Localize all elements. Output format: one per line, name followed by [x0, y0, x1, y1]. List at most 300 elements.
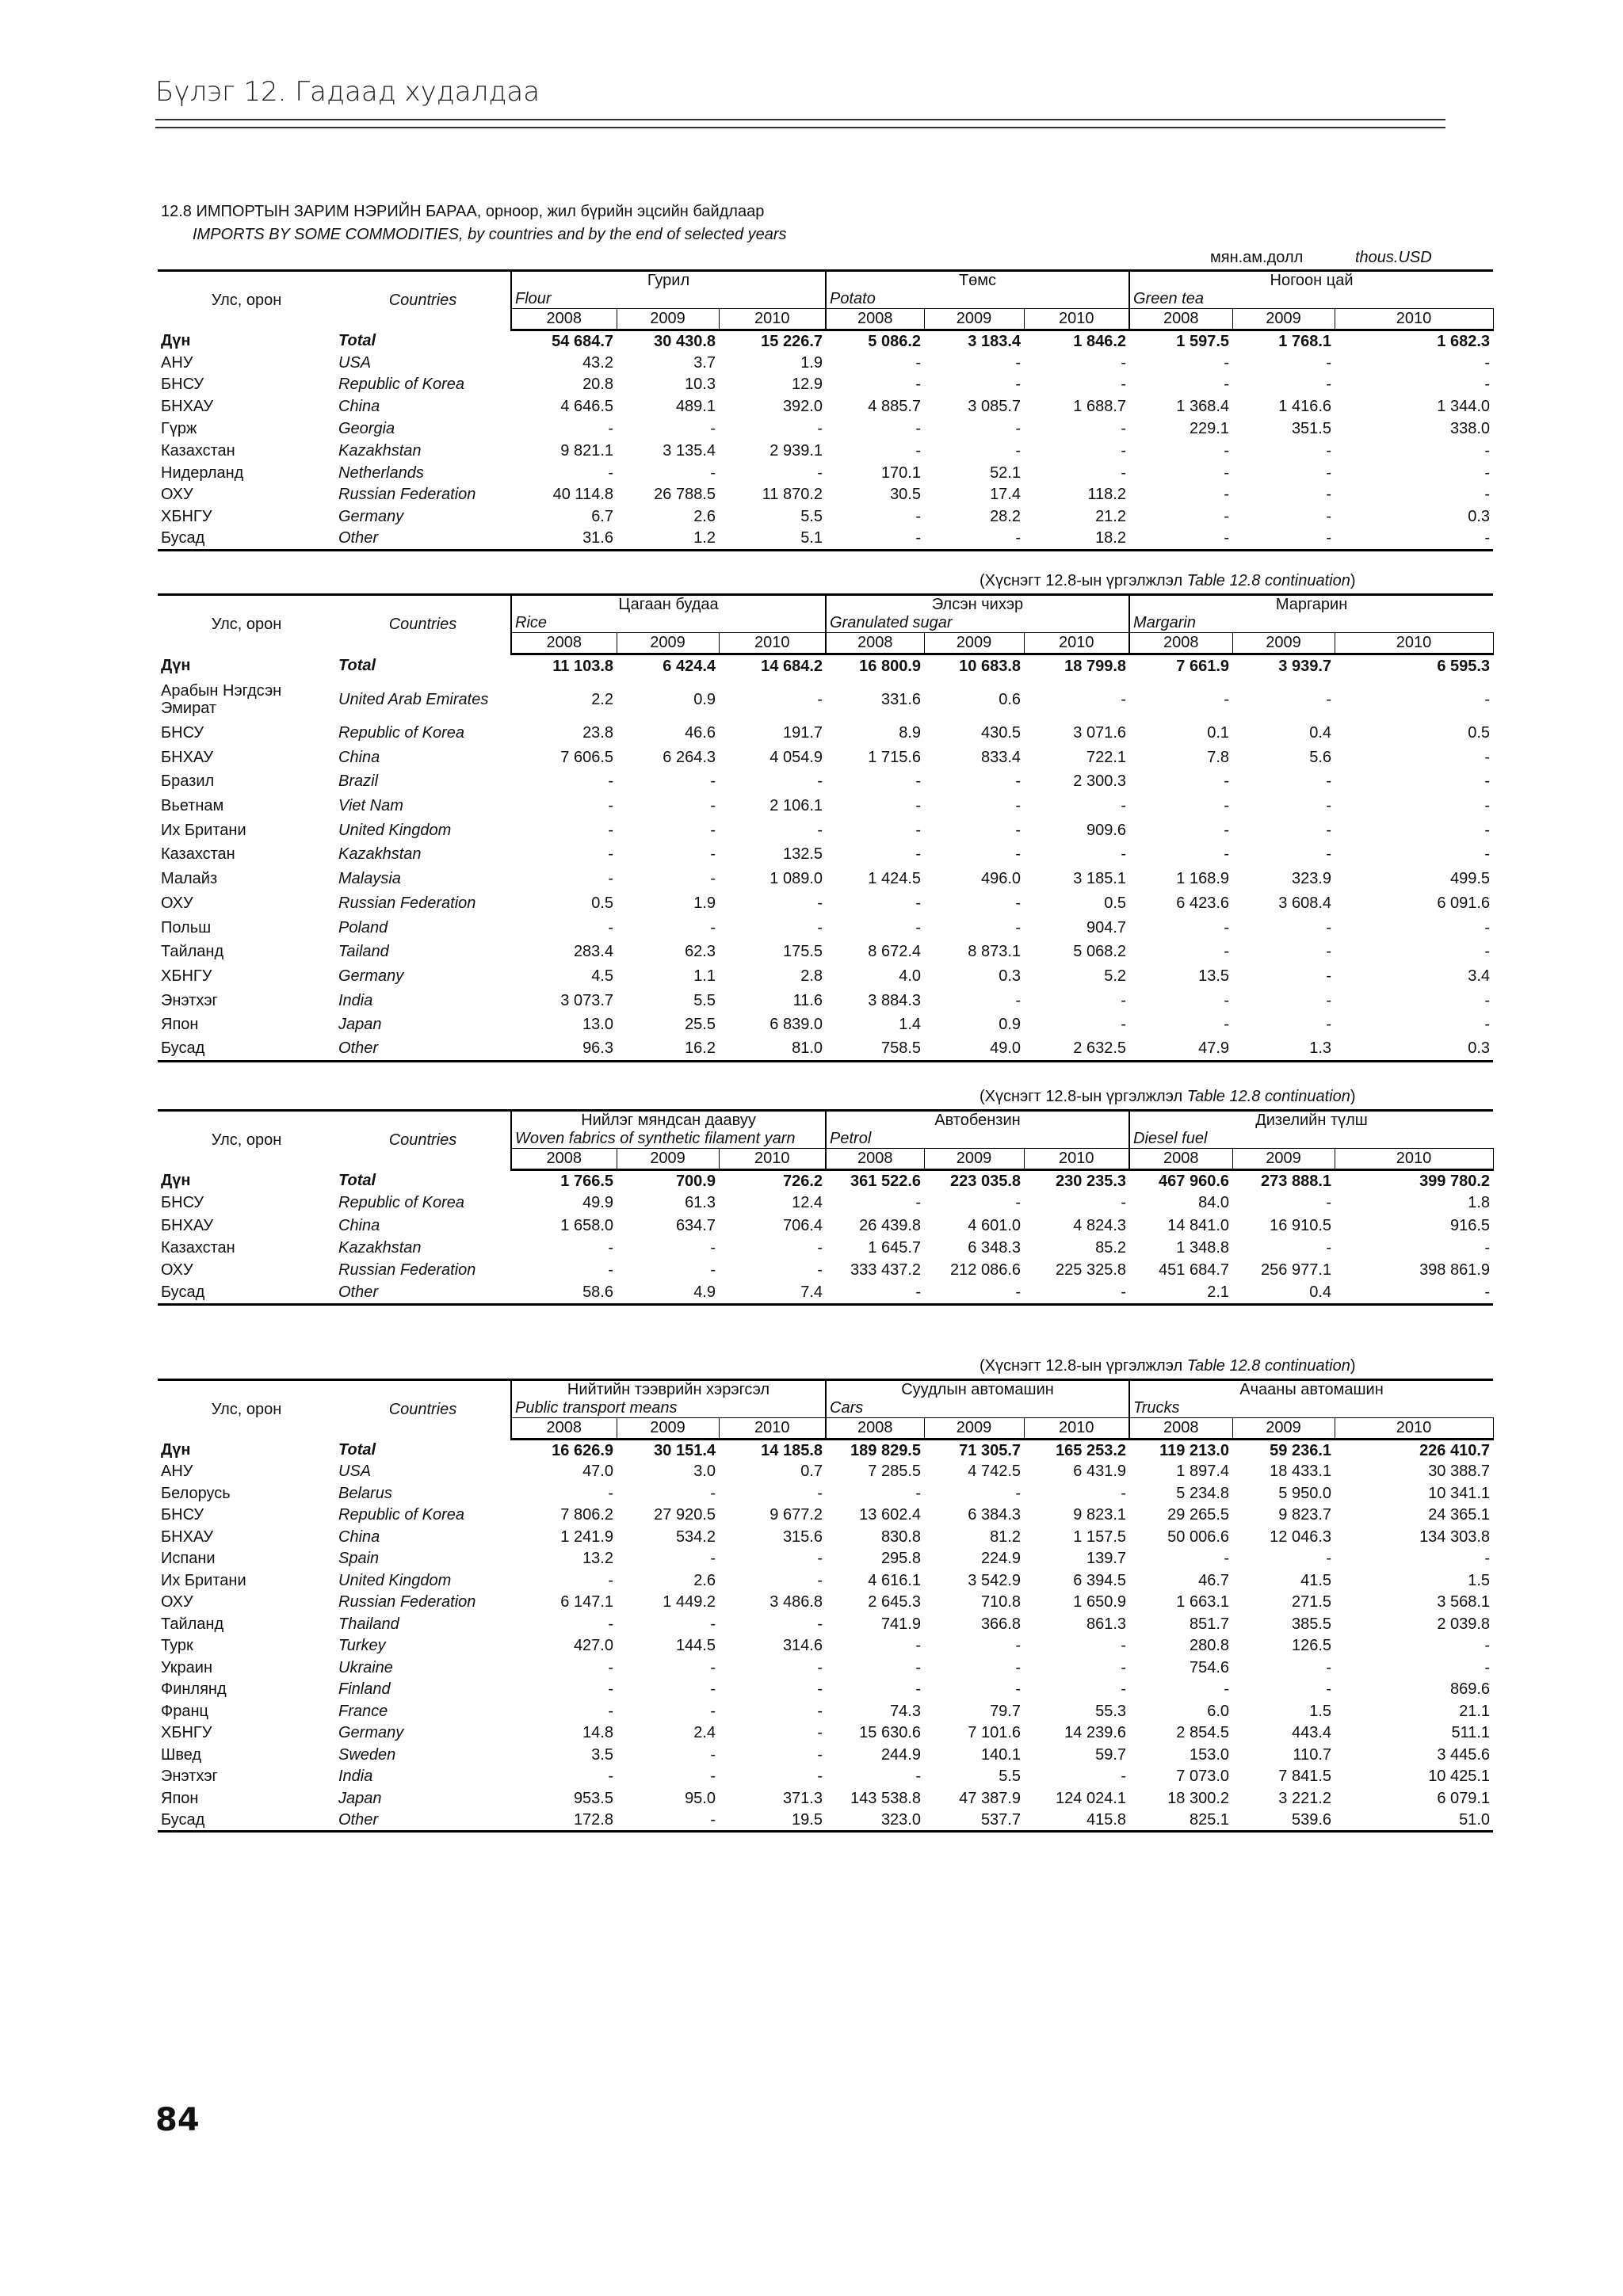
value-cell: 3 073.7	[560, 991, 613, 1009]
country-name-mn: Финлянд	[161, 1680, 227, 1699]
value-cell: 81.0	[719, 1037, 826, 1062]
value-cell: 1 688.7	[1073, 398, 1126, 416]
value-cell: 71 305.7	[959, 1441, 1021, 1459]
value-cell: 13.5	[1198, 967, 1230, 985]
value-cell: -	[1015, 376, 1021, 394]
country-name-mn: Их Британи	[161, 821, 246, 839]
value-cell: 323.9	[1291, 870, 1332, 888]
country-name-mn: Бусад	[158, 1282, 335, 1304]
value-cell: -	[1015, 1658, 1021, 1676]
value-cell: 1 416.6	[1278, 398, 1331, 416]
table-row	[158, 1282, 1493, 1304]
country-name-mn: Бусад	[158, 528, 335, 551]
table-row	[158, 1260, 1493, 1282]
value-cell: -	[1326, 690, 1332, 708]
value-cell: -	[817, 1571, 823, 1589]
group-header-mn: Нийтийн тээврийн хэрэгсэл	[567, 1381, 770, 1398]
year-header: 2009	[1232, 1149, 1335, 1170]
value-cell: 5.5	[999, 1768, 1021, 1786]
country-name-mn: Гүрж	[161, 420, 197, 438]
country-name-mn: Турк	[161, 1637, 193, 1655]
value-cell: 3 135.4	[663, 441, 716, 460]
value-cell: -	[1224, 772, 1230, 791]
group-header-mn: Автобензин	[934, 1112, 1021, 1129]
value-cell: 26 439.8	[859, 1216, 922, 1234]
value-cell: -	[1015, 441, 1021, 460]
value-cell: 1 424.5	[868, 870, 922, 888]
value-cell: -	[1121, 376, 1126, 394]
table-row	[158, 396, 1493, 418]
country-name-en: USA	[338, 353, 372, 372]
value-cell: -	[1224, 943, 1230, 961]
value-cell: 283.4	[573, 943, 613, 961]
value-cell: -	[1326, 1680, 1332, 1699]
value-cell: 49.0	[924, 1037, 1024, 1062]
value-cell: 726.2	[782, 1172, 823, 1190]
country-name-en: Netherlands	[338, 463, 424, 482]
value-cell: 4 616.1	[868, 1571, 921, 1589]
value-cell: 79.7	[990, 1702, 1021, 1720]
group-header-en: Cars	[830, 1399, 864, 1417]
country-name-mn: Япон	[161, 1789, 199, 1807]
country-name-en: United Kingdom	[338, 1571, 452, 1589]
value-cell: 3 939.7	[1278, 658, 1332, 676]
value-cell: -	[1484, 748, 1491, 766]
country-name-mn: Энэтхэг	[161, 991, 218, 1009]
table-row	[158, 418, 1493, 441]
value-cell: -	[1121, 441, 1126, 460]
value-cell: 2.6	[693, 508, 716, 526]
country-name-mn: Казахстан	[161, 1239, 235, 1257]
value-cell: -	[1121, 1768, 1127, 1786]
value-cell: 12 046.3	[1270, 1527, 1332, 1546]
value-cell: 634.7	[675, 1216, 716, 1234]
country-name-mn: БНСУ	[161, 376, 204, 394]
group-header-en: Rice	[515, 614, 548, 631]
country-name-en: Germany	[338, 508, 404, 526]
value-cell: -	[1326, 772, 1332, 791]
value-cell: 4 054.9	[769, 748, 823, 766]
country-name-mn: Дүн	[161, 1172, 191, 1190]
year-header: 2009	[617, 633, 719, 654]
header-row	[158, 595, 1493, 633]
value-cell: 371.3	[782, 1789, 823, 1807]
value-cell: -	[817, 420, 823, 438]
group-header-mn: Цагаан будаа	[618, 596, 719, 613]
country-name-mn: ОХУ	[161, 1593, 193, 1611]
year-header: 2010	[719, 1418, 826, 1440]
total-row	[158, 330, 1493, 353]
value-cell: 2.8	[800, 967, 823, 985]
value-cell: 0.3	[1468, 508, 1491, 526]
value-cell: 1 344.0	[1437, 398, 1491, 416]
value-cell: 23.8	[582, 724, 613, 742]
country-name-mn: ХБНГУ	[161, 1724, 212, 1742]
year-header: 2010	[719, 1149, 826, 1170]
country-name-en: Germany	[338, 967, 404, 985]
value-cell: 916.5	[1449, 1216, 1491, 1234]
table-row	[158, 484, 1493, 506]
value-cell: 5.2	[1104, 967, 1127, 985]
country-name-en: Brazil	[338, 772, 379, 791]
year-header: 2009	[617, 309, 719, 330]
value-cell: 59.7	[1095, 1745, 1127, 1764]
value-cell: 11.6	[792, 991, 823, 1009]
country-name-en: United Kingdom	[338, 821, 452, 839]
country-name-en: Germany	[338, 1724, 404, 1742]
value-cell: -	[710, 1745, 716, 1764]
value-cell: -	[608, 1239, 613, 1257]
value-cell: 909.6	[1086, 821, 1127, 839]
value-cell: 41.5	[1300, 1571, 1332, 1589]
value-cell: -	[710, 918, 716, 936]
value-cell: -	[608, 1484, 613, 1502]
value-cell: -	[1224, 463, 1229, 482]
value-cell: -	[1121, 1637, 1127, 1655]
value-cell: -	[1015, 772, 1022, 791]
value-cell: -	[817, 1239, 823, 1257]
unit-label-mn: мян.ам.долл	[1210, 249, 1304, 266]
value-cell: 1 897.4	[1176, 1463, 1230, 1481]
value-cell: 833.4	[980, 748, 1022, 766]
country-name-en: Other	[335, 528, 511, 551]
country-name-en: Russian Federation	[338, 894, 476, 912]
value-cell: -	[1224, 690, 1230, 708]
value-cell: 5 086.2	[868, 332, 921, 350]
total-row	[158, 654, 1493, 679]
value-cell: 351.5	[1291, 420, 1331, 438]
table-row	[158, 1635, 1493, 1657]
value-cell: 2 854.5	[1176, 1724, 1230, 1742]
value-cell: -	[817, 894, 823, 912]
header-rule	[155, 127, 1445, 128]
value-cell: 6 079.1	[1437, 1789, 1491, 1807]
value-cell: 51.0	[1335, 1810, 1493, 1832]
table-row	[158, 1505, 1493, 1527]
continuation-note-mn: (Хүснэгт 12.8-ын үргэлжлэл	[980, 1088, 1183, 1105]
table-row	[158, 770, 1493, 795]
value-cell: 16 800.9	[859, 658, 922, 676]
value-cell: 754.6	[1189, 1658, 1230, 1676]
table-row	[158, 940, 1493, 964]
value-cell: 224.9	[980, 1550, 1021, 1568]
value-cell: 1 597.5	[1176, 332, 1229, 350]
value-cell: -	[1121, 420, 1126, 438]
value-cell: 5.1	[719, 528, 826, 551]
value-cell: 191.7	[782, 724, 823, 742]
value-cell: 1 682.3	[1437, 332, 1491, 350]
value-cell: 1.5	[1468, 1571, 1491, 1589]
country-name-mn: Бусад	[158, 1037, 335, 1062]
country-name-mn: Белорусь	[161, 1484, 231, 1502]
value-cell: 3 486.8	[769, 1593, 823, 1611]
header-rule	[155, 119, 1445, 120]
value-cell: 1 766.5	[560, 1172, 613, 1190]
country-name-en: Viet Nam	[338, 797, 403, 815]
value-cell: 0.4	[1309, 724, 1332, 742]
value-cell: 153.0	[1189, 1745, 1230, 1764]
value-cell: -	[817, 1768, 823, 1786]
continuation-note-close: )	[1350, 1088, 1356, 1105]
country-name-mn: Бусад	[158, 1810, 335, 1832]
value-cell: 7 101.6	[968, 1724, 1021, 1742]
value-cell: 2 939.1	[769, 441, 823, 460]
value-cell: 7 606.5	[560, 748, 613, 766]
value-cell: 710.8	[980, 1593, 1021, 1611]
value-cell: 225 325.8	[1056, 1261, 1127, 1280]
value-cell: -	[817, 1658, 823, 1676]
value-cell: 7.8	[1207, 748, 1230, 766]
country-name-mn: Япон	[161, 1016, 199, 1034]
value-cell: -	[1121, 1016, 1127, 1034]
country-name-en: India	[338, 991, 373, 1009]
year-header: 2010	[1024, 633, 1129, 654]
value-cell: -	[710, 772, 716, 791]
group-header-mn: Гурил	[647, 272, 690, 289]
value-cell: -	[1129, 528, 1232, 551]
value-cell: 315.6	[782, 1527, 823, 1546]
value-cell: 3 085.7	[968, 398, 1021, 416]
value-cell: 1 768.1	[1278, 332, 1331, 350]
table-row	[158, 1013, 1493, 1037]
value-cell: -	[1015, 991, 1022, 1009]
imports-table-1	[158, 269, 1493, 551]
value-cell: 20.8	[582, 376, 613, 394]
value-cell: 6 348.3	[968, 1239, 1022, 1257]
group-header-mn: Төмс	[958, 272, 997, 289]
value-cell: 1.8	[1468, 1194, 1491, 1212]
value-cell: -	[1224, 508, 1229, 526]
value-cell: -	[1121, 353, 1126, 372]
value-cell: -	[1326, 463, 1331, 482]
value-cell: -	[817, 1745, 823, 1764]
value-cell: -	[608, 797, 613, 815]
value-cell: 6.7	[591, 508, 613, 526]
year-header: 2009	[617, 1418, 719, 1440]
value-cell: 4.5	[591, 967, 613, 985]
table-row	[158, 1570, 1493, 1592]
value-cell: -	[1015, 420, 1021, 438]
total-row	[158, 1170, 1493, 1192]
value-cell: 14 841.0	[1167, 1216, 1230, 1234]
value-cell: 4 742.5	[968, 1463, 1021, 1481]
continuation-note	[980, 572, 1356, 590]
continuation-note-mn: (Хүснэгт 12.8-ын үргэлжлэл	[980, 572, 1183, 589]
value-cell: 1.2	[617, 528, 719, 551]
group-header-mn: Ачааны автомашин	[1239, 1381, 1384, 1398]
value-cell: -	[710, 463, 716, 482]
value-cell: -	[710, 1768, 716, 1786]
country-name-mn: Малайз	[161, 870, 218, 888]
value-cell: 175.5	[782, 943, 823, 961]
value-cell: -	[1121, 845, 1127, 864]
value-cell: -	[915, 376, 921, 394]
value-cell: 13.0	[582, 1016, 613, 1034]
value-cell: -	[924, 1282, 1024, 1304]
value-cell: -	[710, 1702, 716, 1720]
value-cell: 3.5	[591, 1745, 613, 1764]
value-cell: -	[1326, 376, 1331, 394]
value-cell: 15 226.7	[761, 332, 823, 350]
value-cell: 3 542.9	[968, 1571, 1021, 1589]
table-row	[158, 528, 1493, 551]
value-cell: 385.5	[1291, 1615, 1332, 1633]
value-cell: 2 106.1	[769, 797, 823, 815]
value-cell: 1.4	[899, 1016, 922, 1034]
value-cell: -	[1224, 918, 1230, 936]
value-cell: -	[1015, 1680, 1021, 1699]
value-cell: 1.3	[1232, 1037, 1335, 1062]
continuation-note-close: )	[1350, 572, 1356, 589]
value-cell: 904.7	[1086, 918, 1127, 936]
value-cell: 1 846.2	[1073, 332, 1126, 350]
value-cell: 3 183.4	[968, 332, 1021, 350]
value-cell: -	[1484, 690, 1491, 708]
year-header: 2008	[511, 309, 617, 330]
value-cell: -	[1224, 376, 1229, 394]
value-cell: 869.6	[1449, 1680, 1491, 1699]
value-cell: 1 241.9	[560, 1527, 613, 1546]
value-cell: -	[1484, 1016, 1491, 1034]
value-cell: 5.6	[1309, 748, 1332, 766]
value-cell: -	[1224, 441, 1229, 460]
group-header-en: Woven fabrics of synthetic filament yarn	[515, 1130, 796, 1147]
value-cell: -	[915, 918, 922, 936]
value-cell: -	[1224, 1016, 1230, 1034]
value-cell: 2.6	[693, 1571, 716, 1589]
year-header: 2008	[1129, 633, 1232, 654]
value-cell: -	[817, 1724, 823, 1742]
value-cell: 4.9	[617, 1282, 719, 1304]
table-row	[158, 1745, 1493, 1767]
country-name-en: Other	[335, 1282, 511, 1304]
country-name-en: United Arab Emirates	[338, 690, 489, 708]
value-cell: 6 091.6	[1437, 894, 1491, 912]
value-cell: -	[817, 821, 823, 839]
group-header-en: Granulated sugar	[830, 614, 953, 631]
value-cell: -	[1224, 353, 1229, 372]
year-header: 2010	[1024, 1149, 1129, 1170]
value-cell: 0.4	[1232, 1282, 1335, 1304]
value-cell: 15 630.6	[859, 1724, 921, 1742]
value-cell: 9 823.7	[1278, 1506, 1332, 1524]
value-cell: 323.0	[826, 1810, 924, 1832]
value-cell: -	[1224, 797, 1230, 815]
value-cell: 8 873.1	[968, 943, 1022, 961]
value-cell: -	[608, 918, 613, 936]
value-cell: -	[1326, 486, 1331, 504]
group-header	[511, 595, 826, 633]
value-cell: 212 086.6	[950, 1261, 1022, 1280]
value-cell: 49.9	[582, 1194, 613, 1212]
value-cell: -	[924, 528, 1024, 551]
value-cell: -	[1326, 441, 1331, 460]
value-cell: -	[710, 1484, 716, 1502]
country-name-en: Republic of Korea	[338, 1194, 464, 1212]
table-row	[158, 964, 1493, 989]
col-header-country-mn: Улс, орон	[158, 1380, 335, 1440]
value-cell: 6 394.5	[1073, 1571, 1127, 1589]
value-cell: 14 185.8	[761, 1441, 823, 1459]
value-cell: 706.4	[782, 1216, 823, 1234]
value-cell: -	[1484, 943, 1491, 961]
group-header	[511, 271, 826, 309]
value-cell: -	[608, 1680, 613, 1699]
year-header: 2009	[1232, 309, 1335, 330]
value-cell: -	[1326, 918, 1332, 936]
year-header: 2009	[617, 1149, 719, 1170]
value-cell: -	[1484, 486, 1491, 504]
country-name-mn: ОХУ	[161, 894, 193, 912]
value-cell: -	[608, 1261, 613, 1280]
value-cell: 47 387.9	[959, 1789, 1021, 1807]
value-cell: 61.3	[685, 1194, 716, 1212]
group-header	[511, 1111, 826, 1149]
group-header-en: Margarin	[1133, 614, 1196, 631]
value-cell: -	[817, 1484, 823, 1502]
value-cell: -	[1224, 1680, 1230, 1699]
value-cell: -	[608, 1658, 613, 1676]
value-cell: 14.8	[582, 1724, 613, 1742]
table-row	[158, 1701, 1493, 1723]
value-cell: -	[608, 821, 613, 839]
value-cell: 2 645.3	[868, 1593, 921, 1611]
value-cell: 338.0	[1449, 420, 1491, 438]
country-name-en: China	[338, 398, 380, 416]
group-header-en: Diesel fuel	[1133, 1130, 1208, 1147]
value-cell: 172.8	[511, 1810, 617, 1832]
table-row	[158, 1679, 1493, 1701]
value-cell: -	[1326, 1658, 1332, 1676]
group-header-en: Flour	[515, 290, 552, 307]
value-cell: -	[915, 353, 921, 372]
col-header-country-en: Countries	[335, 271, 511, 330]
value-cell: -	[617, 1810, 719, 1832]
country-name-mn: БНХАУ	[161, 1216, 214, 1234]
country-name-en: USA	[338, 1463, 372, 1481]
table-row	[158, 1722, 1493, 1745]
table-row	[158, 843, 1493, 868]
year-header: 2009	[924, 633, 1024, 654]
value-cell: 467 960.6	[1159, 1172, 1230, 1190]
country-name-en: Total	[338, 331, 376, 349]
value-cell: 1 368.4	[1176, 398, 1229, 416]
value-cell: 10 683.8	[959, 658, 1022, 676]
year-header: 2008	[826, 633, 924, 654]
value-cell: 953.5	[573, 1789, 613, 1807]
country-name-mn: БНСУ	[161, 1194, 204, 1212]
value-cell: 81.2	[990, 1527, 1021, 1546]
value-cell: 0.5	[1104, 894, 1127, 912]
country-name-en: Kazakhstan	[338, 441, 422, 460]
value-cell: 4 824.3	[1073, 1216, 1127, 1234]
value-cell: 143 538.8	[850, 1789, 921, 1807]
table-row	[158, 1614, 1493, 1636]
value-cell: 11 103.8	[552, 658, 613, 676]
value-cell: -	[1121, 1658, 1127, 1676]
value-cell: 24 365.1	[1428, 1506, 1491, 1524]
imports-table-2	[158, 593, 1493, 1062]
table-row	[158, 989, 1493, 1013]
table-row	[158, 1037, 1493, 1062]
year-header: 2008	[826, 309, 924, 330]
country-name-en: Republic of Korea	[338, 724, 464, 742]
value-cell: 30.5	[890, 486, 921, 504]
value-cell: -	[915, 845, 922, 864]
value-cell: 62.3	[685, 943, 716, 961]
imports-table-4	[158, 1379, 1493, 1833]
value-cell: -	[826, 1282, 924, 1304]
